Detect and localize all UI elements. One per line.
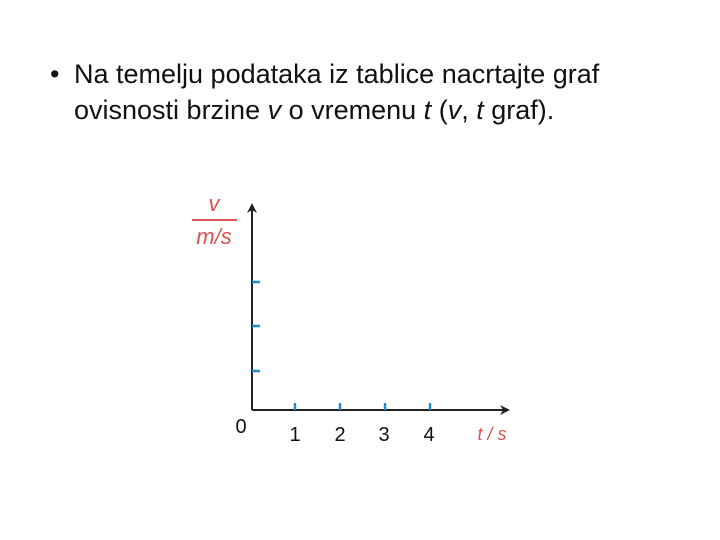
instruction-symbol-t: t — [476, 95, 484, 125]
instruction-text-part: Na temelju podataka iz tablice nacrtajte graf ovisnosti brzine — [74, 59, 600, 125]
instruction-symbol-v: v — [447, 95, 462, 125]
x-tick-label-3: 3 — [378, 424, 390, 446]
instruction-symbol-t: t — [423, 95, 432, 125]
instruction-text-part: o vremenu — [281, 95, 424, 125]
origin-label: 0 — [235, 416, 247, 438]
x-tick-label-4: 4 — [423, 424, 435, 446]
x-tick-label-1: 1 — [289, 424, 301, 446]
instruction-text-part: ( — [431, 95, 448, 125]
x-axis-label: t / s — [477, 424, 507, 444]
y-axis-numerator: v — [208, 191, 220, 216]
instruction-symbol-v: v — [267, 95, 282, 125]
x-tick-label-2: 2 — [334, 424, 346, 446]
y-axis-denominator: m/s — [196, 224, 232, 249]
bullet-dot: • — [50, 59, 60, 89]
instruction-text-part: graf). — [483, 95, 555, 125]
instruction-text-part: , — [461, 95, 477, 125]
